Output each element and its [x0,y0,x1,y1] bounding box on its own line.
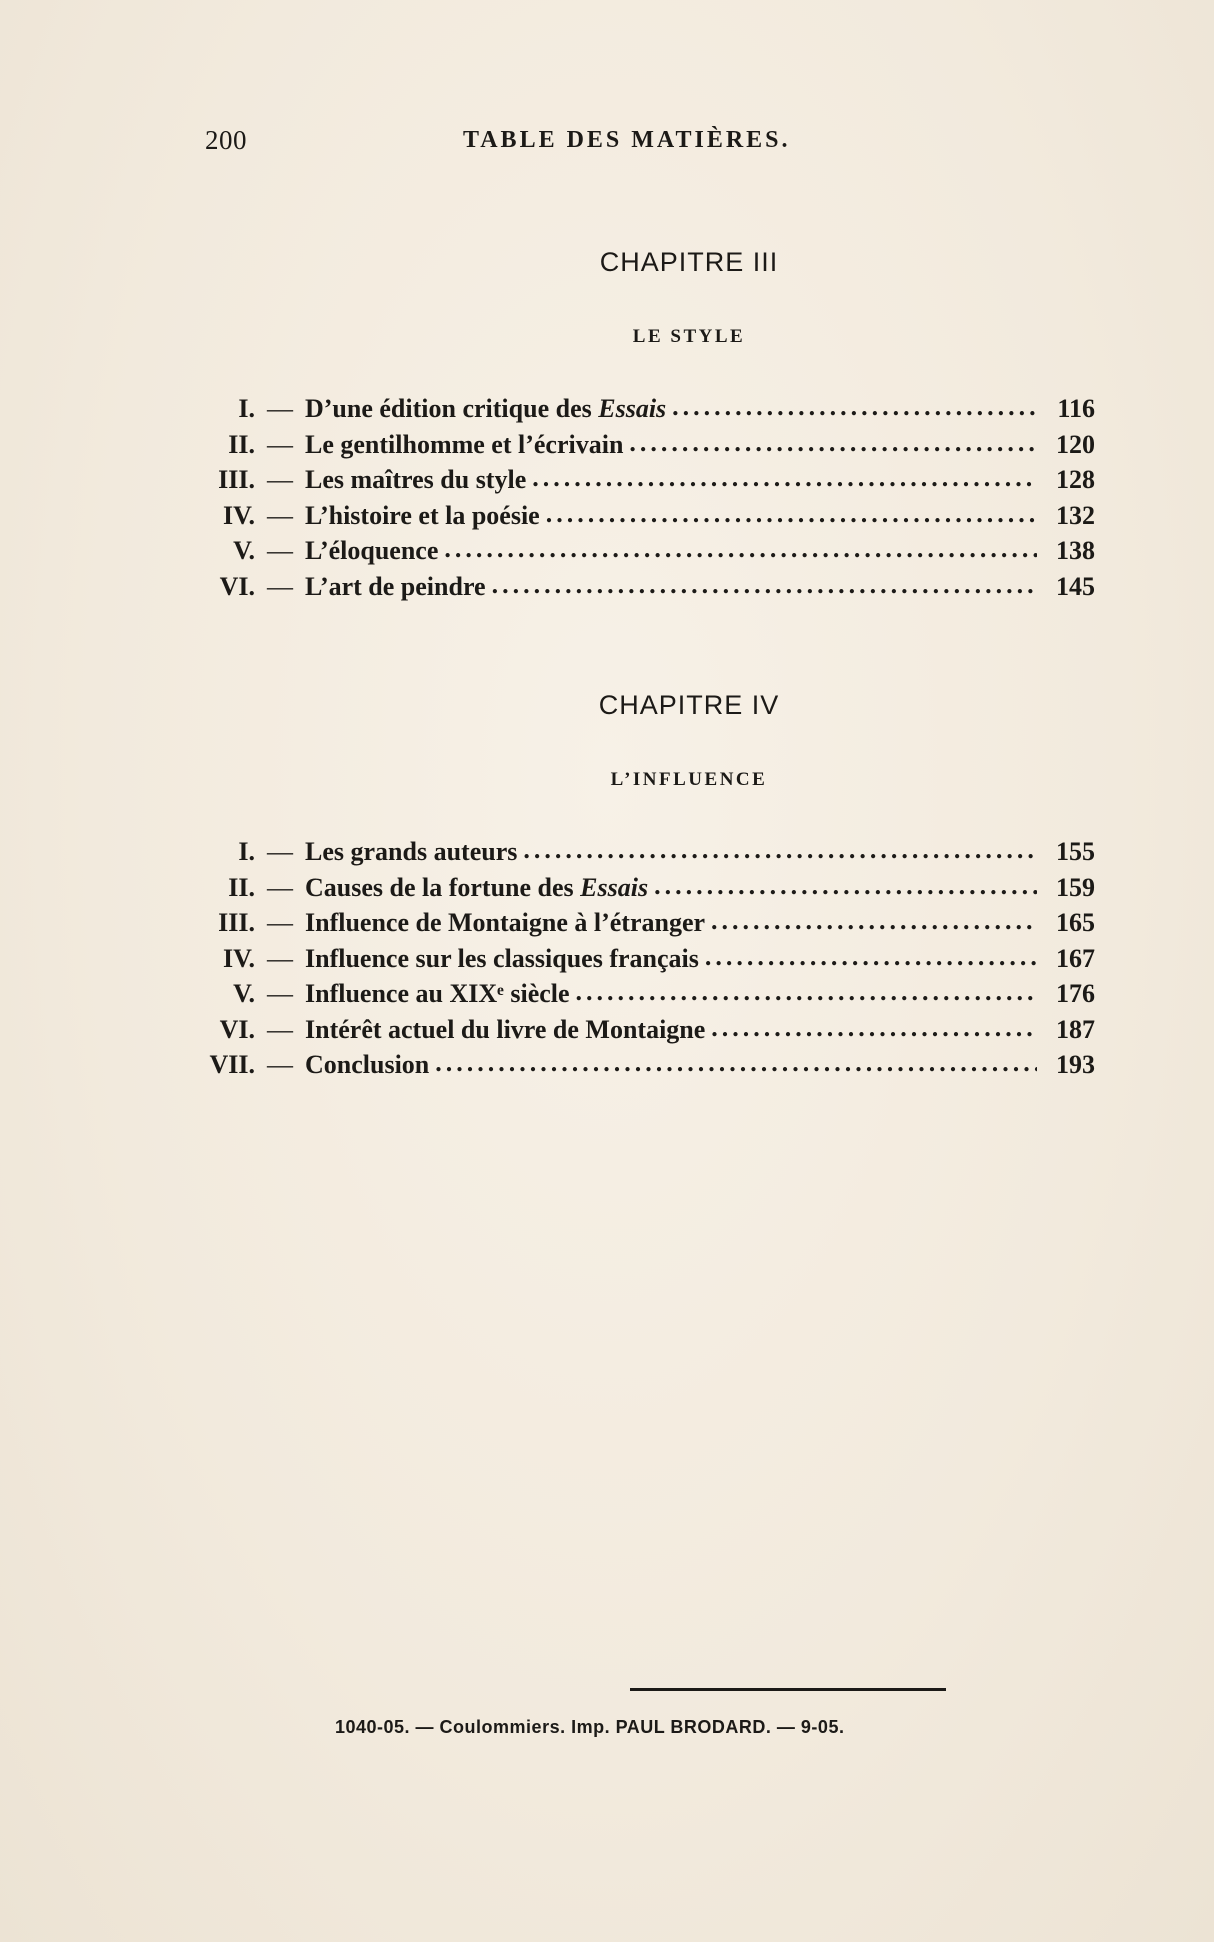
toc-title-italic: Essais [598,394,667,423]
toc-numeral: IV. [222,500,255,530]
toc-page-number: 120 [1056,429,1095,459]
chapter-heading: CHAPITRE III [599,247,779,277]
toc-dash: — [267,943,293,973]
toc-entry[interactable] [200,979,1095,1015]
running-title: TABLE DES MATIÈRES. [463,127,791,153]
toc-entry[interactable] [200,944,1095,980]
toc-title: D’une édition critique des Essais [305,394,667,423]
toc-dash: — [267,1050,293,1079]
toc-entry[interactable] [200,394,1095,430]
toc-page-number: 193 [1056,1050,1095,1079]
toc-title: L’histoire et la poésie [305,500,540,530]
toc-numeral: II. [228,872,255,902]
toc-page-number: 128 [1056,465,1095,494]
chapter-subtitle: L’INFLUENCE [610,769,768,790]
toc-dash: — [267,429,293,459]
toc-numeral: V. [233,536,255,565]
toc-page-number: 176 [1056,979,1095,1008]
toc-title-italic: Essais [580,872,649,902]
dot-leader [629,428,1037,458]
dot-leader [705,942,1037,972]
dot-leader [711,906,1037,936]
toc-numeral: III. [218,908,255,937]
toc-numeral: VI. [219,1014,255,1044]
toc-list-chapter-3 [200,394,1095,607]
dot-leader [492,570,1037,600]
toc-page-number: 187 [1056,1014,1095,1044]
toc-dash: — [267,908,293,937]
toc-numeral: VII. [209,1050,255,1079]
toc-dash: — [267,837,293,866]
toc-dash: — [267,571,293,601]
toc-entry[interactable] [200,1015,1095,1051]
toc-entry[interactable] [200,1050,1095,1086]
toc-title: Conclusion [305,1050,430,1079]
colophon-rule [630,1688,946,1691]
toc-page-number: 138 [1056,536,1095,565]
dot-leader [523,835,1037,865]
toc-title: Les maîtres du style [305,465,527,494]
toc-page-number: 145 [1056,571,1095,601]
toc-entry[interactable] [200,572,1095,608]
toc-numeral: VI. [219,571,255,601]
toc-entry[interactable] [200,837,1095,873]
toc-dash: — [267,1014,293,1044]
toc-title: Les grands auteurs [305,837,518,866]
dot-leader [672,392,1037,422]
toc-page-number: 155 [1056,837,1095,866]
toc-list-chapter-4 [200,837,1095,1086]
page-number: 200 [205,125,247,155]
toc-numeral: I. [238,837,255,866]
toc-dash: — [267,979,293,1008]
toc-title: Influence au XIXᵉ siècle [305,979,570,1008]
toc-numeral: IV. [222,943,255,973]
toc-entry[interactable] [200,536,1095,572]
toc-page-number: 132 [1056,500,1095,530]
toc-entry[interactable] [200,430,1095,466]
toc-title: Influence de Montaigne à l’étranger [305,908,706,937]
toc-page-number: 159 [1056,872,1095,902]
toc-title: Influence sur les classiques français [305,943,699,973]
toc-entry[interactable] [200,873,1095,909]
toc-numeral: I. [238,394,255,423]
dot-leader [546,499,1037,529]
dot-leader [576,977,1037,1007]
toc-title: Intérêt actuel du livre de Montaigne [305,1014,706,1044]
toc-numeral: II. [228,429,255,459]
printer-colophon: 1040-05. — Coulommiers. Imp. PAUL BRODARD. — 9-05. [335,1717,845,1737]
toc-dash: — [267,465,293,494]
toc-entry[interactable] [200,908,1095,944]
toc-numeral: III. [218,465,255,494]
toc-title: L’art de peindre [305,571,486,601]
toc-dash: — [267,872,293,902]
toc-numeral: V. [233,979,255,1008]
chapter-subtitle: LE STYLE [632,326,746,347]
dot-leader [444,534,1037,564]
toc-dash: — [267,536,293,565]
dot-leader [711,1013,1037,1043]
toc-title: Le gentilhomme et l’écrivain [305,429,624,459]
dot-leader [532,463,1037,493]
toc-page-number: 116 [1057,394,1095,423]
chapter-heading: CHAPITRE IV [598,690,780,720]
toc-entry[interactable] [200,465,1095,501]
dot-leader [435,1048,1037,1078]
toc-title: L’éloquence [305,536,439,565]
toc-page-number: 165 [1056,908,1095,937]
dot-leader [654,871,1037,901]
toc-title: Causes de la fortune des Essais [305,872,649,902]
toc-dash: — [267,500,293,530]
toc-dash: — [267,394,293,423]
running-head [205,125,835,165]
toc-entry[interactable] [200,501,1095,537]
toc-page-number: 167 [1056,943,1095,973]
